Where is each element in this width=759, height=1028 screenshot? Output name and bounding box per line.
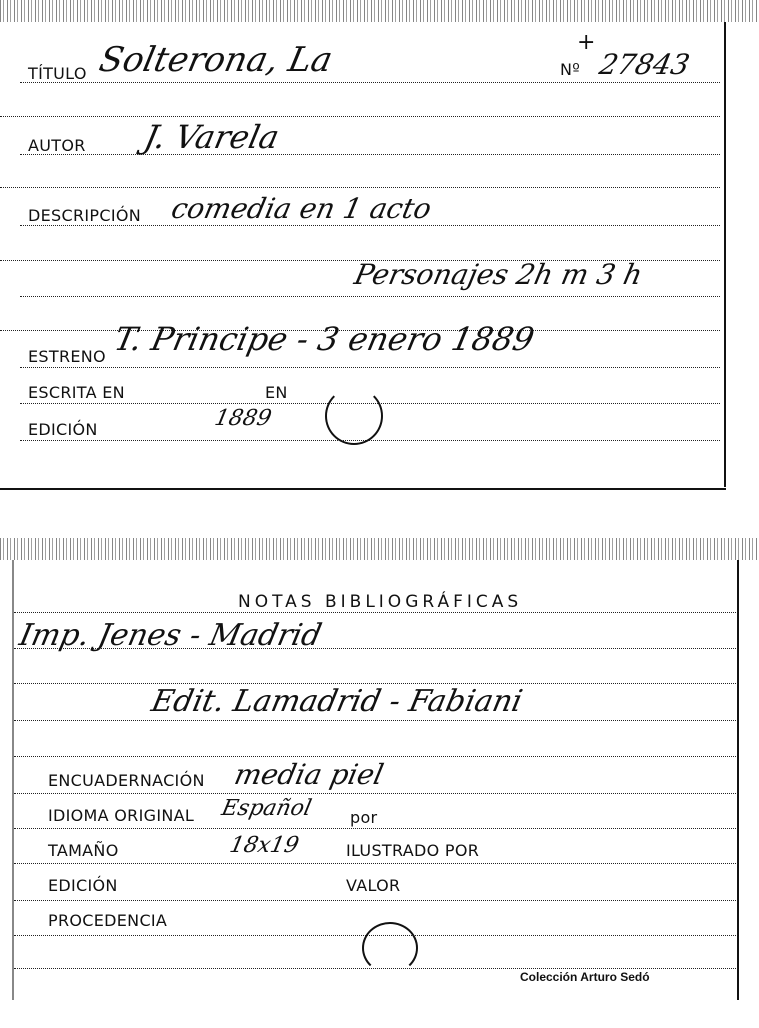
tamano-label: TAMAÑO xyxy=(48,841,119,860)
notas-heading: NOTAS BIBLIOGRÁFICAS xyxy=(238,592,523,612)
catalog-card-top xyxy=(0,0,759,500)
stamp-circle xyxy=(362,922,418,974)
numero-mark: + xyxy=(577,30,596,55)
ruled-line xyxy=(20,225,720,226)
personajes-value: Personajes 2h m 3 h xyxy=(351,258,646,291)
scan-noise-strip xyxy=(0,0,759,22)
ruled-line xyxy=(14,793,736,794)
card-left-edge xyxy=(12,560,14,1000)
catalog-card-bottom xyxy=(0,538,759,1028)
ruled-line xyxy=(14,612,736,613)
numero-value: 27843 xyxy=(596,48,693,81)
tamano-value: 18x19 xyxy=(227,833,302,858)
edicion-value: 1889 xyxy=(212,406,274,431)
collection-credit: Colección Arturo Sedó xyxy=(520,970,650,984)
encuadernacion-label: ENCUADERNACIÓN xyxy=(48,771,205,790)
autor-value: J. Varela xyxy=(140,118,283,156)
card-right-edge xyxy=(737,560,739,1000)
edicion-label: EDICIÓN xyxy=(48,876,118,895)
ruled-line xyxy=(14,828,736,829)
estreno-value: T. Principe - 3 enero 1889 xyxy=(110,320,538,358)
descripcion-label: DESCRIPCIÓN xyxy=(28,206,141,225)
ruled-line xyxy=(14,720,736,721)
edicion-label: EDICIÓN xyxy=(28,420,98,439)
ruled-line xyxy=(0,116,720,117)
titulo-label: TÍTULO xyxy=(28,64,87,83)
ruled-line xyxy=(20,154,720,155)
por-label: por xyxy=(350,808,378,827)
estreno-label: ESTRENO xyxy=(28,347,106,366)
ruled-line xyxy=(20,367,720,368)
escrita-en-label: ESCRITA EN xyxy=(28,383,125,402)
en-label: EN xyxy=(265,383,288,402)
valor-label: VALOR xyxy=(346,876,401,895)
ilustrado-label: ILUSTRADO POR xyxy=(346,841,480,860)
autor-label: AUTOR xyxy=(28,136,86,155)
numero-label: Nº xyxy=(560,60,581,79)
idioma-label: IDIOMA ORIGINAL xyxy=(48,806,195,825)
ruled-line xyxy=(20,82,720,83)
ruled-line xyxy=(14,900,736,901)
ruled-line xyxy=(14,863,736,864)
titulo-value: Solterona, La xyxy=(95,40,337,80)
scan-noise-strip xyxy=(0,538,759,560)
note-line-1: Imp. Jenes - Madrid xyxy=(16,618,325,653)
procedencia-label: PROCEDENCIA xyxy=(48,911,168,930)
idioma-value: Español xyxy=(219,796,314,821)
ruled-line xyxy=(14,756,736,757)
card-right-edge xyxy=(724,22,726,487)
ruled-line xyxy=(20,296,720,297)
card-bottom-edge xyxy=(0,488,726,490)
stamp-circle xyxy=(325,387,383,445)
encuadernacion-value: media piel xyxy=(231,758,387,791)
ruled-line xyxy=(0,187,720,188)
descripcion-value: comedia en 1 acto xyxy=(168,192,435,225)
note-line-2: Edit. Lamadrid - Fabiani xyxy=(148,684,526,719)
